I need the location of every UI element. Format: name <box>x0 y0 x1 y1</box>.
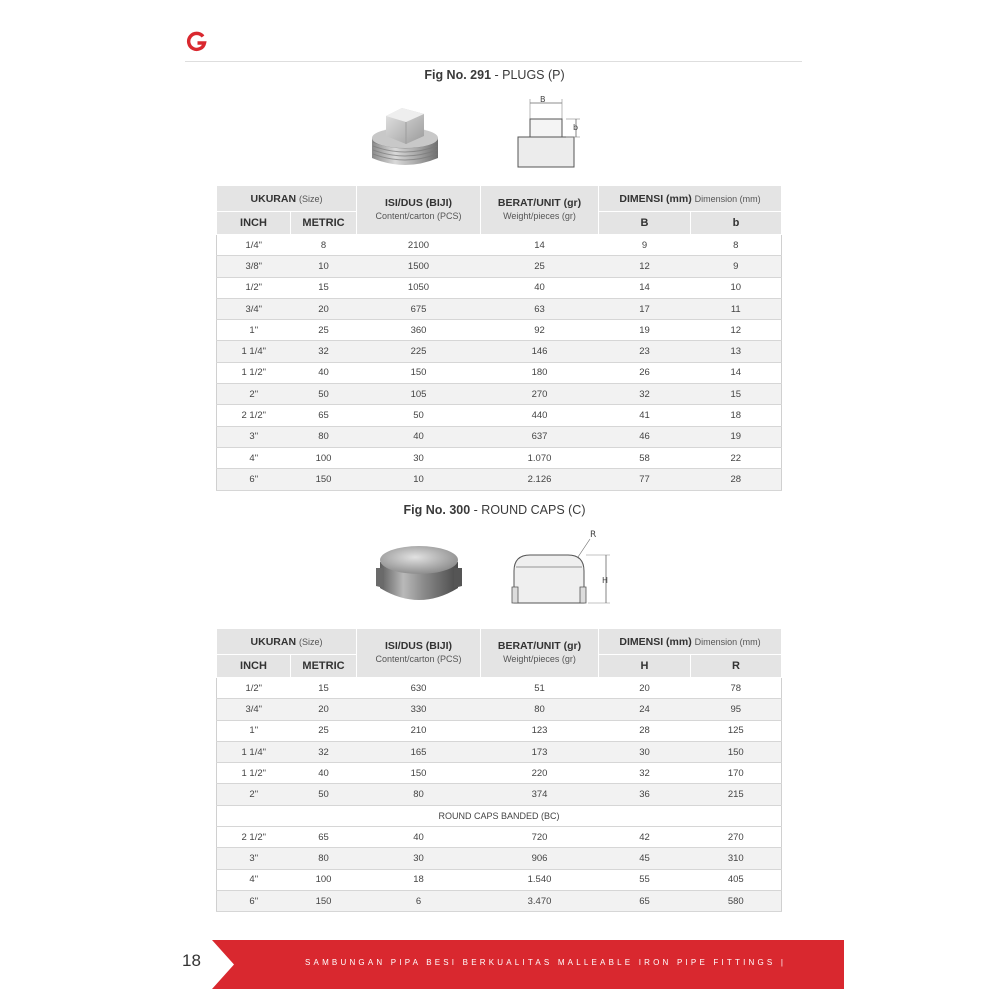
table-cell: 23 <box>599 341 691 362</box>
table-cell: 675 <box>357 298 481 319</box>
table-cell: 10 <box>691 277 782 298</box>
table-cell: 1 1/4" <box>217 741 291 762</box>
table-cell: 100 <box>291 869 357 890</box>
table-cell: 374 <box>481 784 599 805</box>
table-cell: 405 <box>691 869 782 890</box>
plug-photo <box>368 100 442 170</box>
col-dim-header: DIMENSI (mm) Dimension (mm) <box>599 629 782 655</box>
table-cell: 20 <box>291 699 357 720</box>
banded-section-label: ROUND CAPS BANDED (BC) <box>217 805 782 826</box>
table-cell: 55 <box>599 869 691 890</box>
table-cell: 30 <box>357 848 481 869</box>
table-cell: 40 <box>357 426 481 447</box>
col-dim2-header: b <box>691 212 782 235</box>
table-cell: 50 <box>291 384 357 405</box>
table-cell: 10 <box>291 256 357 277</box>
table-cell: 15 <box>291 678 357 699</box>
table-cell: 150 <box>357 763 481 784</box>
table-cell: 270 <box>691 827 782 848</box>
table-cell: 25 <box>481 256 599 277</box>
table-cell: 440 <box>481 405 599 426</box>
cap-dim-r: R <box>590 530 597 540</box>
table-cell: 220 <box>481 763 599 784</box>
table-cell: 1.540 <box>481 869 599 890</box>
fig291-title: Fig No. 291 - PLUGS (P) <box>424 68 565 82</box>
header-divider <box>185 61 802 62</box>
table-cell: 78 <box>691 678 782 699</box>
table-cell: 2.126 <box>481 469 599 490</box>
plug-dim-b-upper: B <box>540 95 546 104</box>
col-metric-header: METRIC <box>291 655 357 678</box>
table-cell: 180 <box>481 362 599 383</box>
table-cell: 150 <box>291 890 357 911</box>
table-row <box>217 763 782 784</box>
col-weight-header: BERAT/UNIT (gr) Weight/pieces (gr) <box>481 629 599 678</box>
table-cell: 360 <box>357 320 481 341</box>
table-cell: 19 <box>691 426 782 447</box>
table-cell: 20 <box>599 678 691 699</box>
table-cell: 92 <box>481 320 599 341</box>
col-dim1-header: B <box>599 212 691 235</box>
table-cell: 14 <box>481 235 599 256</box>
table-row <box>217 469 782 490</box>
round-caps-table <box>216 628 782 912</box>
col-metric-header: METRIC <box>291 212 357 235</box>
table-cell: 3.470 <box>481 890 599 911</box>
table-cell: 19 <box>599 320 691 341</box>
table-cell: 8 <box>691 235 782 256</box>
table-row <box>217 848 782 869</box>
table-cell: 9 <box>691 256 782 277</box>
table-row <box>217 362 782 383</box>
table-cell: 58 <box>599 447 691 468</box>
table-cell: 2100 <box>357 235 481 256</box>
table-cell: 14 <box>691 362 782 383</box>
plug-dimension-drawing <box>510 93 590 173</box>
table-cell: 225 <box>357 341 481 362</box>
table-cell: 100 <box>291 447 357 468</box>
table-cell: 80 <box>481 699 599 720</box>
table-cell: 40 <box>357 827 481 848</box>
table-cell: 150 <box>291 469 357 490</box>
col-dim1-header: H <box>599 655 691 678</box>
table-cell: 63 <box>481 298 599 319</box>
col-dim2-header: R <box>691 655 782 678</box>
table-row <box>217 426 782 447</box>
col-qty-header: ISI/DUS (BIJI) Content/carton (PCS) <box>357 629 481 678</box>
table-cell: 4" <box>217 447 291 468</box>
table-cell: 1.070 <box>481 447 599 468</box>
table-cell: 18 <box>357 869 481 890</box>
table-row <box>217 405 782 426</box>
table-cell: 65 <box>291 827 357 848</box>
table-cell: 4" <box>217 869 291 890</box>
table-cell: 11 <box>691 298 782 319</box>
table-cell: 3/4" <box>217 298 291 319</box>
table-cell: 123 <box>481 720 599 741</box>
col-inch-header: INCH <box>217 655 291 678</box>
table-cell: 12 <box>599 256 691 277</box>
col-qty-header: ISI/DUS (BIJI) Content/carton (PCS) <box>357 186 481 235</box>
table-row <box>217 384 782 405</box>
table-cell: 42 <box>599 827 691 848</box>
table-cell: 1 1/4" <box>217 341 291 362</box>
table-cell: 28 <box>691 469 782 490</box>
table-cell: 6 <box>357 890 481 911</box>
table-cell: 173 <box>481 741 599 762</box>
table-cell: 36 <box>599 784 691 805</box>
table-cell: 125 <box>691 720 782 741</box>
table-cell: 210 <box>357 720 481 741</box>
round-cap-dimension-drawing <box>506 527 616 611</box>
table-cell: 32 <box>291 341 357 362</box>
table-cell: 3" <box>217 848 291 869</box>
table-cell: 15 <box>691 384 782 405</box>
table-cell: 1" <box>217 320 291 341</box>
table-cell: 1 1/2" <box>217 763 291 784</box>
table-cell: 2 1/2" <box>217 827 291 848</box>
table-cell: 215 <box>691 784 782 805</box>
table-cell: 2" <box>217 784 291 805</box>
table-cell: 20 <box>291 298 357 319</box>
table-cell: 170 <box>691 763 782 784</box>
table-cell: 80 <box>291 848 357 869</box>
table-cell: 1/4" <box>217 235 291 256</box>
table-row <box>217 256 782 277</box>
table-row <box>217 341 782 362</box>
col-inch-header: INCH <box>217 212 291 235</box>
table-cell: 330 <box>357 699 481 720</box>
table-cell: 2" <box>217 384 291 405</box>
table-cell: 310 <box>691 848 782 869</box>
table-cell: 720 <box>481 827 599 848</box>
col-weight-header: BERAT/UNIT (gr) Weight/pieces (gr) <box>481 186 599 235</box>
table-cell: 1" <box>217 720 291 741</box>
table-cell: 6" <box>217 469 291 490</box>
table-cell: 10 <box>357 469 481 490</box>
table-cell: 95 <box>691 699 782 720</box>
round-cap-photo <box>374 542 464 608</box>
table-cell: 1/2" <box>217 678 291 699</box>
table-cell: 9 <box>599 235 691 256</box>
table-cell: 25 <box>291 320 357 341</box>
col-dim-header: DIMENSI (mm) Dimension (mm) <box>599 186 782 212</box>
table-cell: 80 <box>357 784 481 805</box>
table-cell: 65 <box>291 405 357 426</box>
table-cell: 18 <box>691 405 782 426</box>
table-row <box>217 827 782 848</box>
table-row <box>217 784 782 805</box>
table-cell: 22 <box>691 447 782 468</box>
table-cell: 1500 <box>357 256 481 277</box>
table-cell: 6" <box>217 890 291 911</box>
table-cell: 637 <box>481 426 599 447</box>
table-row <box>217 890 782 911</box>
table-cell: 1050 <box>357 277 481 298</box>
table-row <box>217 869 782 890</box>
table-cell: 12 <box>691 320 782 341</box>
table-cell: 3/8" <box>217 256 291 277</box>
table-cell: 165 <box>357 741 481 762</box>
table-cell: 146 <box>481 341 599 362</box>
cap-dim-h: H <box>602 576 609 585</box>
table-cell: 45 <box>599 848 691 869</box>
table-cell: 40 <box>291 763 357 784</box>
table-row <box>217 720 782 741</box>
col-size-header: UKURAN (Size) <box>217 629 357 655</box>
page-number: 18 <box>182 951 201 970</box>
plugs-table <box>216 185 782 491</box>
footer-tagline: SAMBUNGAN PIPA BESI BERKUALITAS MALLEABLE IRON PIPE FITTINGS | <box>305 958 787 967</box>
table-cell: 41 <box>599 405 691 426</box>
table-cell: 65 <box>599 890 691 911</box>
table-cell: 3" <box>217 426 291 447</box>
banded-section-row <box>217 805 782 826</box>
table-cell: 150 <box>691 741 782 762</box>
table-cell: 15 <box>291 277 357 298</box>
table-cell: 630 <box>357 678 481 699</box>
table-row <box>217 235 782 256</box>
table-cell: 14 <box>599 277 691 298</box>
table-cell: 25 <box>291 720 357 741</box>
table-cell: 17 <box>599 298 691 319</box>
table-cell: 580 <box>691 890 782 911</box>
table-cell: 150 <box>357 362 481 383</box>
table-cell: 40 <box>291 362 357 383</box>
table-cell: 32 <box>599 384 691 405</box>
table-row <box>217 277 782 298</box>
table-row <box>217 447 782 468</box>
table-cell: 46 <box>599 426 691 447</box>
table-cell: 1/2" <box>217 277 291 298</box>
table-cell: 270 <box>481 384 599 405</box>
table-cell: 30 <box>599 741 691 762</box>
table-row <box>217 298 782 319</box>
table-row <box>217 678 782 699</box>
table-cell: 906 <box>481 848 599 869</box>
table-cell: 26 <box>599 362 691 383</box>
fig300-title: Fig No. 300 - ROUND CAPS (C) <box>403 503 586 517</box>
table-cell: 8 <box>291 235 357 256</box>
table-cell: 50 <box>357 405 481 426</box>
plug-dim-b-lower: b <box>573 123 579 132</box>
table-row <box>217 699 782 720</box>
table-cell: 2 1/2" <box>217 405 291 426</box>
table-cell: 51 <box>481 678 599 699</box>
table-cell: 80 <box>291 426 357 447</box>
table-cell: 13 <box>691 341 782 362</box>
table-cell: 1 1/2" <box>217 362 291 383</box>
table-cell: 105 <box>357 384 481 405</box>
table-cell: 77 <box>599 469 691 490</box>
table-cell: 32 <box>291 741 357 762</box>
table-cell: 24 <box>599 699 691 720</box>
table-cell: 40 <box>481 277 599 298</box>
col-size-header: UKURAN (Size) <box>217 186 357 212</box>
table-cell: 50 <box>291 784 357 805</box>
table-row <box>217 741 782 762</box>
table-row <box>217 320 782 341</box>
table-cell: 3/4" <box>217 699 291 720</box>
table-cell: 28 <box>599 720 691 741</box>
table-cell: 30 <box>357 447 481 468</box>
brand-logo-icon <box>186 30 208 52</box>
table-cell: 32 <box>599 763 691 784</box>
